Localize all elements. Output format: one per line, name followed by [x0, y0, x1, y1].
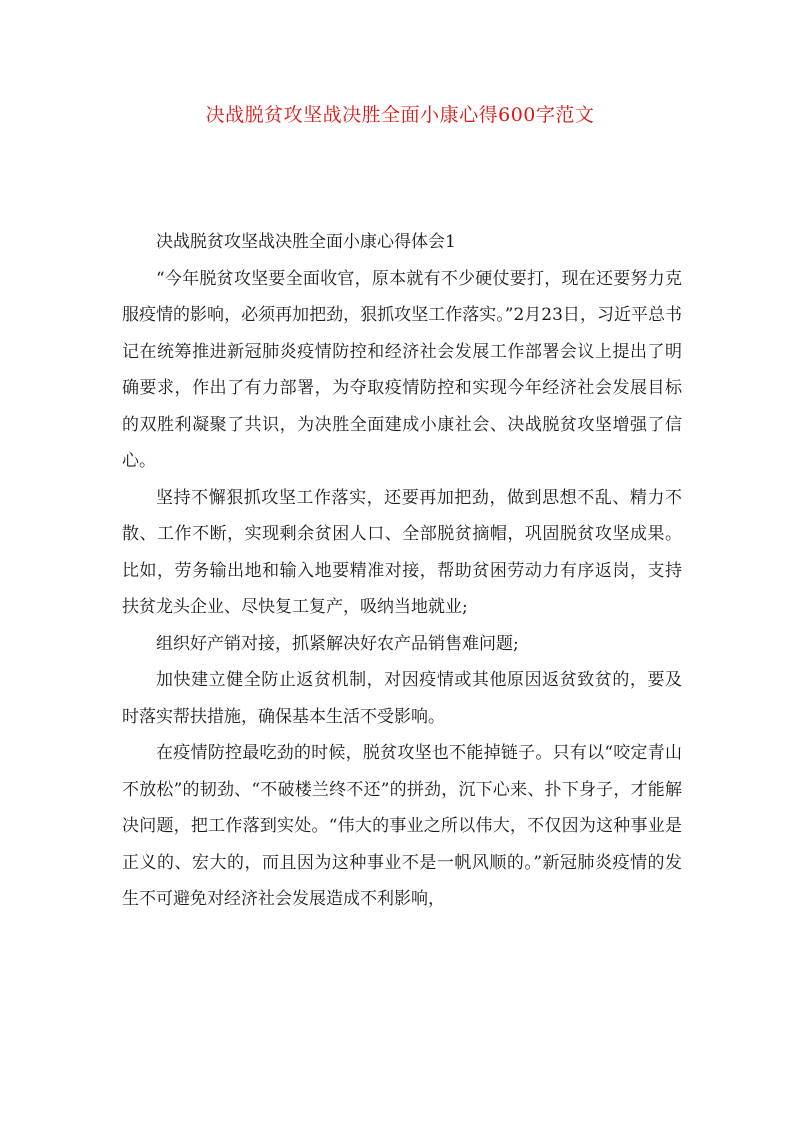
paragraph: 组织好产销对接，抓紧解决好农产品销售难问题;: [156, 633, 519, 654]
paragraph: “今年脱贫攻坚要全面收官，原本就有不少硬仗要打，现在还要努力克服疫情的影响，必须再加把劲，狠抓攻坚工作落实。”2月23日，习近平总书记在统筹推进新冠肺炎疫情防控和经济社会发展工作部署会议上提出了明确要求，作出了有力部署，为夺取疫情防控和实现今年经济社会发展目标的双胜利凝聚了共识，为决胜全面建成小康社会、决战脱贫攻坚增强了信心。: [122, 268, 682, 471]
document-body: [122, 224, 682, 918]
document-title: 决战脱贫攻坚战决胜全面小康心得600字范文: [205, 104, 595, 126]
paragraph-heading: 决战脱贫攻坚战决胜全面小康心得体会1: [156, 232, 456, 252]
paragraph: 在疫情防控最吃劲的时候，脱贫攻坚也不能掉链子。只有以“咬定青山不放松”的韧劲、“不破楼兰终不还”的拼劲，沉下心来、扑下身子，才能解决问题，把工作落到实处。“伟大的事业之所以伟大，不仅因为这种事业是正义的、宏大的，而且因为这种事业不是一帆风顺的。”新冠肺炎疫情的发生不可避免对经济社会发展造成不利影响，: [122, 743, 682, 909]
paragraph: 加快建立健全防止返贫机制，对因疫情或其他原因返贫致贫的，要及时落实帮扶措施，确保基本生活不受影响。: [122, 670, 682, 727]
paragraph: 坚持不懈狠抓攻坚工作落实，还要再加把劲，做到思想不乱、精力不散、工作不断，实现剩余贫困人口、全部脱贫摘帽，巩固脱贫攻坚成果。比如，劳务输出地和输入地要精准对接，帮助贫困劳动力有序返岗，支持扶贫龙头企业、尽快复工复产，吸纳当地就业;: [122, 487, 682, 617]
